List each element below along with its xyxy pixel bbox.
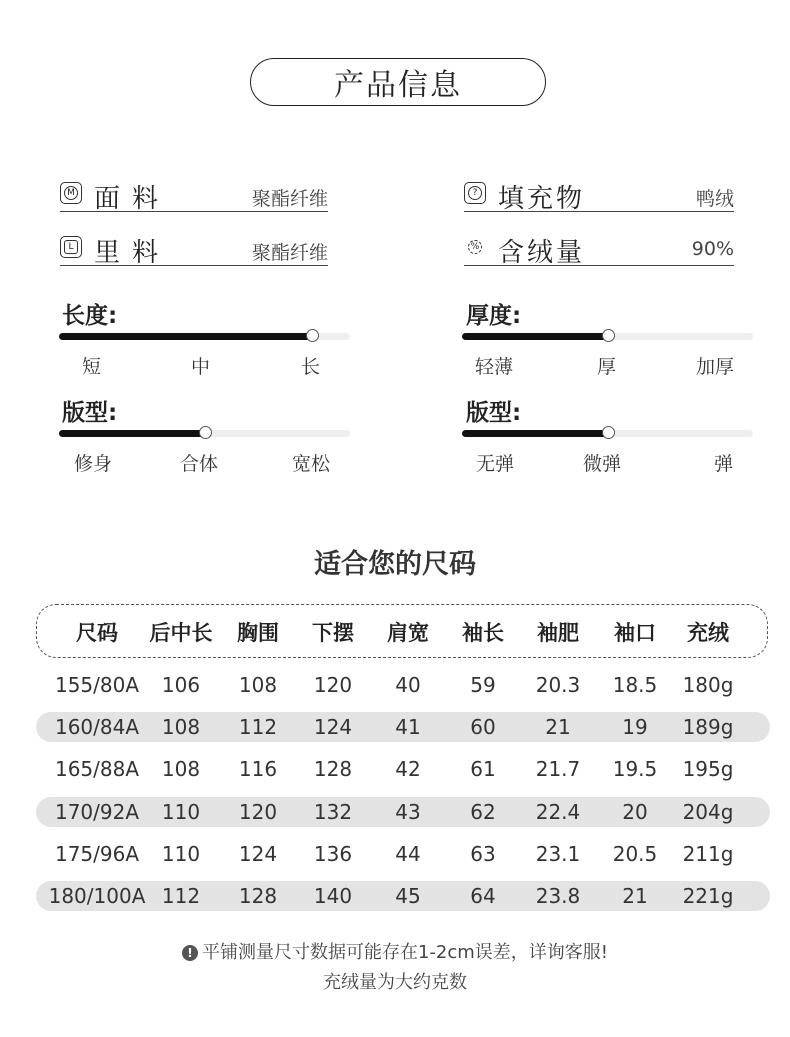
table-cell: 110	[161, 800, 201, 824]
table-cell: 22.4	[535, 800, 581, 824]
info-row-fabric	[60, 180, 328, 212]
table-cell: 59	[470, 673, 496, 697]
table-header-cell: 下摆	[312, 621, 354, 645]
table-cell: 41	[395, 715, 421, 739]
table-cell: 60	[470, 715, 496, 739]
section-title-product-info: 产品信息	[250, 58, 546, 106]
info-value: 90%	[691, 238, 734, 260]
table-row-size-label: 165/88A	[54, 757, 140, 781]
slider-knob	[199, 426, 212, 439]
table-cell: 20	[622, 800, 648, 824]
table-header-cell: 袖口	[614, 621, 656, 645]
info-value: 聚酯纤维	[251, 242, 328, 264]
table-row-size-label: 180/100A	[48, 884, 146, 908]
table-header-cell: 袖长	[462, 621, 504, 645]
slider-tick: 微弹	[583, 453, 622, 475]
table-cell: 132	[313, 800, 353, 824]
slider-knob	[306, 329, 319, 342]
table-cell: 112	[238, 715, 278, 739]
table-cell: 44	[395, 842, 421, 866]
fabric-m-icon: M	[60, 182, 82, 204]
table-cell: 20.3	[535, 673, 581, 697]
info-label: 里料	[94, 238, 171, 268]
table-cell: 128	[313, 757, 353, 781]
table-cell: 116	[238, 757, 278, 781]
table-cell: 204g	[682, 800, 734, 824]
table-row-size-label: 155/80A	[54, 673, 140, 697]
filling-question-icon: ?	[464, 182, 486, 204]
slider-track-stretch	[462, 430, 753, 437]
measurement-note	[0, 938, 790, 964]
slider-track-length	[59, 333, 350, 340]
slider-title-fit: 版型:	[62, 400, 118, 426]
slider-tick: 修身	[74, 453, 113, 475]
table-cell: 108	[161, 757, 201, 781]
table-header-cell: 尺码	[76, 621, 118, 645]
slider-title-stretch: 版型:	[466, 400, 522, 426]
info-label: 填充物	[498, 184, 586, 214]
table-cell: 21	[545, 715, 571, 739]
table-cell: 110	[161, 842, 201, 866]
table-cell: 108	[238, 673, 278, 697]
slider-tick: 厚	[597, 356, 617, 378]
slider-title-length: 长度:	[62, 303, 118, 329]
table-cell: 23.1	[535, 842, 581, 866]
table-cell: 40	[395, 673, 421, 697]
slider-tick: 中	[191, 356, 211, 378]
table-cell: 62	[470, 800, 496, 824]
table-cell: 211g	[682, 842, 734, 866]
slider-tick: 短	[82, 356, 102, 378]
warning-icon: !	[182, 945, 198, 961]
slider-track-thickness	[462, 333, 753, 340]
table-cell: 43	[395, 800, 421, 824]
slider-knob	[602, 329, 615, 342]
table-cell: 42	[395, 757, 421, 781]
table-cell: 180g	[682, 673, 734, 697]
table-header-cell: 胸围	[237, 621, 279, 645]
table-cell: 19	[622, 715, 648, 739]
table-header-cell: 肩宽	[387, 621, 429, 645]
table-row-size-label: 170/92A	[54, 800, 140, 824]
table-cell: 221g	[682, 884, 734, 908]
down-percent-icon: %	[464, 236, 486, 258]
slider-tick: 长	[301, 356, 321, 378]
table-row-size-label: 175/96A	[54, 842, 140, 866]
table-cell: 128	[238, 884, 278, 908]
info-value: 鸭绒	[695, 188, 734, 210]
info-label: 含绒量	[498, 238, 586, 268]
slider-knob	[602, 426, 615, 439]
slider-fill	[462, 333, 608, 340]
slider-tick: 轻薄	[475, 356, 514, 378]
table-cell: 120	[313, 673, 353, 697]
table-cell: 106	[161, 673, 201, 697]
slider-fill	[462, 430, 608, 437]
table-cell: 64	[470, 884, 496, 908]
slider-tick: 合体	[180, 453, 219, 475]
slider-title-thickness: 厚度:	[466, 303, 522, 329]
info-value: 聚酯纤维	[251, 188, 328, 210]
info-row-down-content	[464, 234, 734, 266]
down-weight-note: 充绒量为大约克数	[323, 972, 467, 993]
table-header-cell: 后中长	[149, 621, 213, 645]
table-cell: 21.7	[535, 757, 581, 781]
table-cell: 19.5	[612, 757, 658, 781]
slider-tick: 弹	[714, 453, 734, 475]
slider-track-fit	[59, 430, 350, 437]
slider-fill	[59, 430, 205, 437]
table-cell: 63	[470, 842, 496, 866]
info-row-lining	[60, 234, 328, 266]
table-cell: 124	[313, 715, 353, 739]
table-header-cell: 充绒	[687, 621, 729, 645]
table-cell: 23.8	[535, 884, 581, 908]
table-cell: 45	[395, 884, 421, 908]
table-cell: 189g	[682, 715, 734, 739]
size-chart-title: 适合您的尺码	[314, 549, 476, 580]
info-row-filling	[464, 180, 734, 212]
table-cell: 140	[313, 884, 353, 908]
table-cell: 61	[470, 757, 496, 781]
table-header-cell: 袖肥	[537, 621, 579, 645]
slider-tick: 加厚	[696, 356, 735, 378]
table-cell: 20.5	[612, 842, 658, 866]
table-cell: 108	[161, 715, 201, 739]
info-label: 面料	[94, 184, 171, 214]
table-row-size-label: 160/84A	[54, 715, 140, 739]
slider-tick: 宽松	[292, 453, 331, 475]
table-cell: 21	[622, 884, 648, 908]
table-cell: 124	[238, 842, 278, 866]
slider-tick: 无弹	[476, 453, 515, 475]
table-cell: 136	[313, 842, 353, 866]
table-cell: 120	[238, 800, 278, 824]
note-text: 平铺测量尺寸数据可能存在1-2cm误差，详询客服!	[201, 942, 609, 963]
slider-fill	[59, 333, 312, 340]
lining-l-icon: L	[60, 236, 82, 258]
table-cell: 112	[161, 884, 201, 908]
table-cell: 195g	[682, 757, 734, 781]
table-cell: 18.5	[612, 673, 658, 697]
